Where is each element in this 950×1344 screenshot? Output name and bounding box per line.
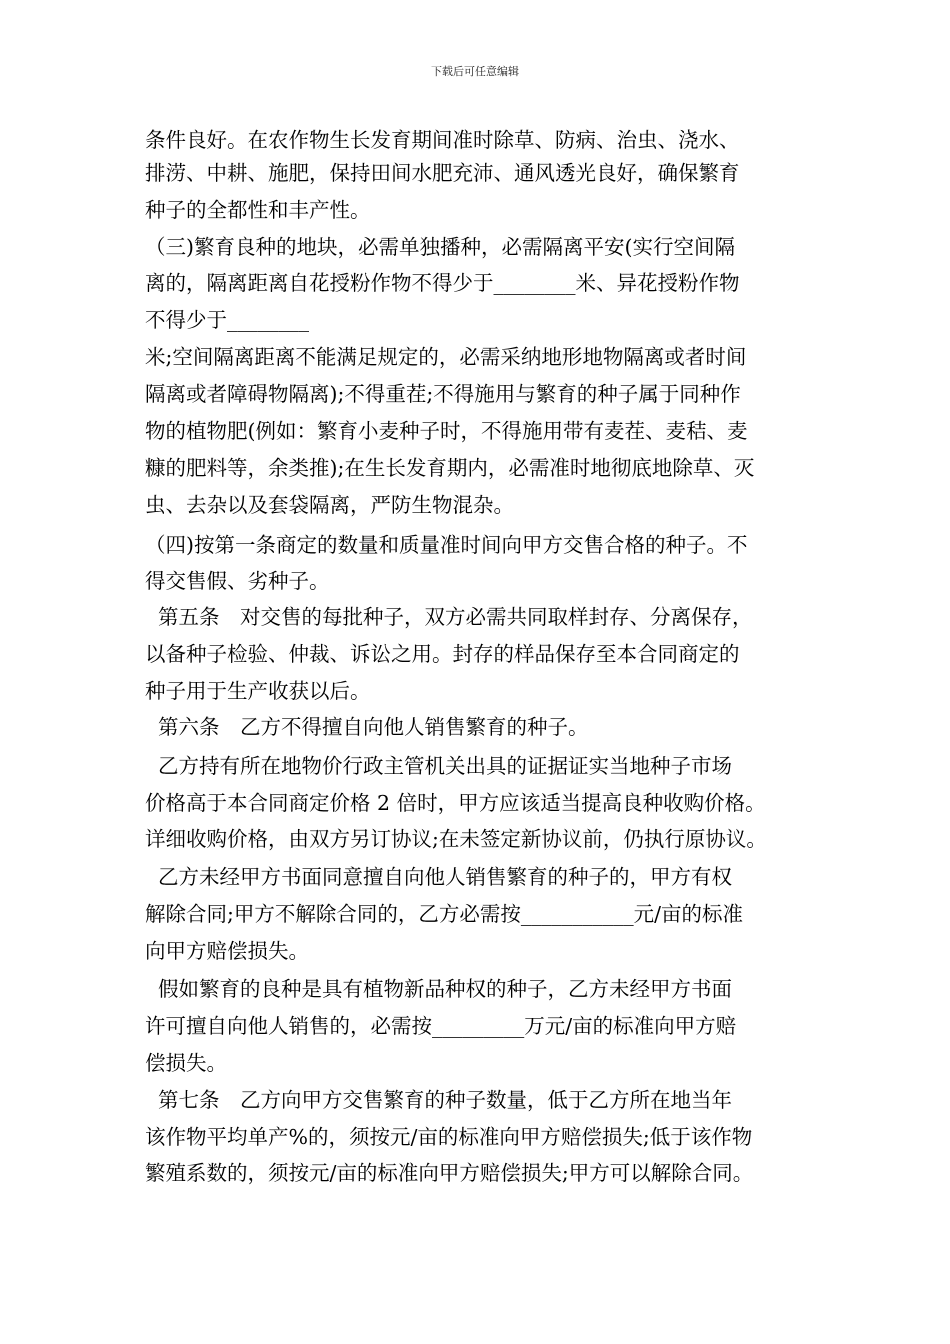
text-line: 离的，隔离距离自花授粉作物不得少于________米、异花授粉作物 bbox=[145, 271, 740, 295]
text-line: 价格高于本合同商定价格 2 倍时，甲方应该适当提高良种收购价格。 bbox=[145, 791, 766, 815]
text-line: 条件良好。在农作物生长发育期间准时除草、防病、治虫、浇水、 bbox=[145, 128, 740, 152]
text-line: 向甲方赔偿损失。 bbox=[145, 939, 309, 963]
text-line: 繁殖系数的，须按元/亩的标准向甲方赔偿损失;甲方可以解除合同。 bbox=[145, 1161, 754, 1185]
text-line: 种子的全都性和丰产性。 bbox=[145, 198, 371, 222]
text-line: 物的植物肥(例如：繁育小麦种子时，不得施用带有麦茬、麦秸、麦 bbox=[145, 419, 748, 443]
text-line: 乙方未经甲方书面同意擅自向他人销售繁育的种子的，甲方有权 bbox=[145, 865, 733, 889]
text-line: 第五条 对交售的每批种子，双方必需共同取样封存、分离保存， bbox=[145, 605, 753, 629]
text-line: 乙方持有所在地物价行政主管机关出具的证据证实当地种子市场 bbox=[145, 754, 733, 778]
text-line: 不得少于________ bbox=[145, 308, 309, 332]
text-line: 该作物平均单产%的，须按元/亩的标准向甲方赔偿损失;低于该作物 bbox=[145, 1125, 753, 1149]
text-line: 以备种子检验、仲裁、诉讼之用。封存的样品保存至本合同商定的 bbox=[145, 642, 740, 666]
page-header: 下载后可任意编辑 bbox=[431, 65, 519, 78]
text-line: 偿损失。 bbox=[145, 1051, 227, 1075]
text-line: 排涝、中耕、施肥，保持田间水肥充沛、通风透光良好，确保繁育 bbox=[145, 161, 740, 185]
text-line: 得交售假、劣种子。 bbox=[145, 569, 330, 593]
text-line: 解除合同;甲方不解除合同的，乙方必需按___________元/亩的标准 bbox=[145, 902, 744, 926]
text-line: （三)繁育良种的地块，必需单独播种，必需隔离平安(实行空间隔 bbox=[145, 235, 735, 259]
text-line: 糠的肥料等，余类推);在生长发育期内，必需准时地彻底地除草、灭 bbox=[145, 456, 755, 480]
text-line: 第六条 乙方不得擅自向他人销售繁育的种子。 bbox=[145, 715, 589, 739]
text-line: 隔离或者障碍物隔离);不得重茬;不得施用与繁育的种子属于同种作 bbox=[145, 382, 741, 406]
text-line: 种子用于生产收获以后。 bbox=[145, 679, 371, 703]
text-line: 详细收购价格，由双方另订协议;在未签定新协议前，仍执行原协议。 bbox=[145, 827, 767, 851]
text-line: 许可擅自向他人销售的，必需按_________万元/亩的标准向甲方赔 bbox=[145, 1014, 737, 1038]
text-line: 假如繁育的良种是具有植物新品种权的种子，乙方未经甲方书面 bbox=[145, 977, 733, 1001]
text-line: （四)按第一条商定的数量和质量准时间向甲方交售合格的种子。不 bbox=[145, 533, 748, 557]
text-line: 米;空间隔离距离不能满足规定的，必需采纳地形地物隔离或者时间 bbox=[145, 345, 747, 369]
text-line: 虫、去杂以及套袋隔离，严防生物混杂。 bbox=[145, 493, 514, 517]
text-line: 第七条 乙方向甲方交售繁育的种子数量，低于乙方所在地当年 bbox=[145, 1088, 733, 1112]
